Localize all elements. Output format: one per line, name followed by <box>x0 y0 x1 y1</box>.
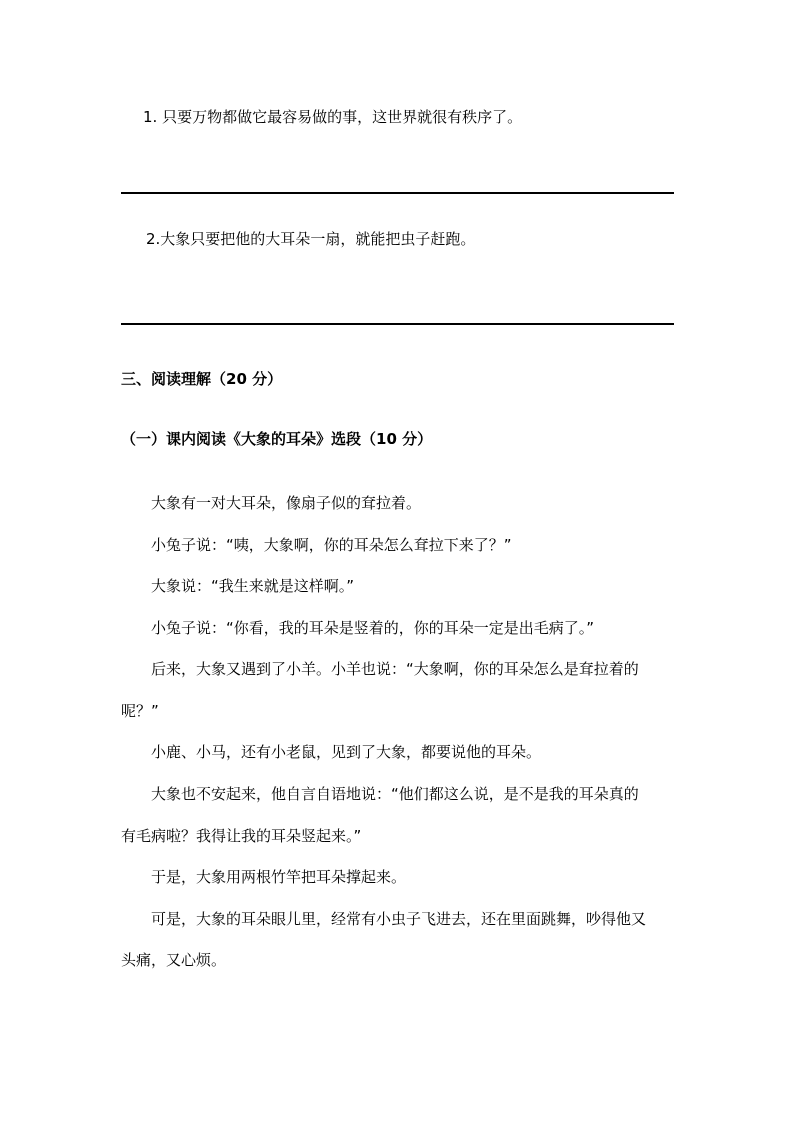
passage-paragraph-4: 小兔子说：“你看，我的耳朵是竖着的，你的耳朵一定是出毛病了。” <box>151 619 595 637</box>
subsection-heading: （一）课内阅读《大象的耳朵》选段（10 分） <box>121 430 433 448</box>
sentence-item-1: 1. 只要万物都做它最容易做的事，这世界就很有秩序了。 <box>143 108 523 126</box>
passage-paragraph-6: 小鹿、小马，还有小老鼠，见到了大象，都要说他的耳朵。 <box>151 743 542 761</box>
sentence-item-2: 2.大象只要把他的大耳朵一扇，就能把虫子赶跑。 <box>146 230 476 248</box>
passage-paragraph-7-line-2: 有毛病啦？我得让我的耳朵竖起来。” <box>121 827 362 845</box>
passage-paragraph-1: 大象有一对大耳朵，像扇子似的耷拉着。 <box>151 494 422 512</box>
passage-paragraph-7-line-1: 大象也不安起来，他自言自语地说：“他们都这么说，是不是我的耳朵真的 <box>151 785 639 803</box>
passage-paragraph-3: 大象说：“我生来就是这样啊。” <box>151 577 355 595</box>
passage-paragraph-9-line-1: 可是，大象的耳朵眼儿里，经常有小虫子飞进去，还在里面跳舞，吵得他又 <box>151 910 647 928</box>
passage-paragraph-5-line-2: 呢？” <box>121 702 159 720</box>
answer-line-1 <box>121 192 674 194</box>
answer-line-2 <box>121 323 674 325</box>
passage-paragraph-2: 小兔子说：“咦，大象啊，你的耳朵怎么耷拉下来了？” <box>151 536 512 554</box>
passage-paragraph-8: 于是，大象用两根竹竿把耳朵撑起来。 <box>151 868 407 886</box>
passage-paragraph-9-line-2: 头痛，又心烦。 <box>121 951 227 969</box>
section-heading: 三、阅读理解（20 分） <box>121 370 283 388</box>
passage-paragraph-5-line-1: 后来，大象又遇到了小羊。小羊也说：“大象啊，你的耳朵怎么是耷拉着的 <box>151 660 639 678</box>
